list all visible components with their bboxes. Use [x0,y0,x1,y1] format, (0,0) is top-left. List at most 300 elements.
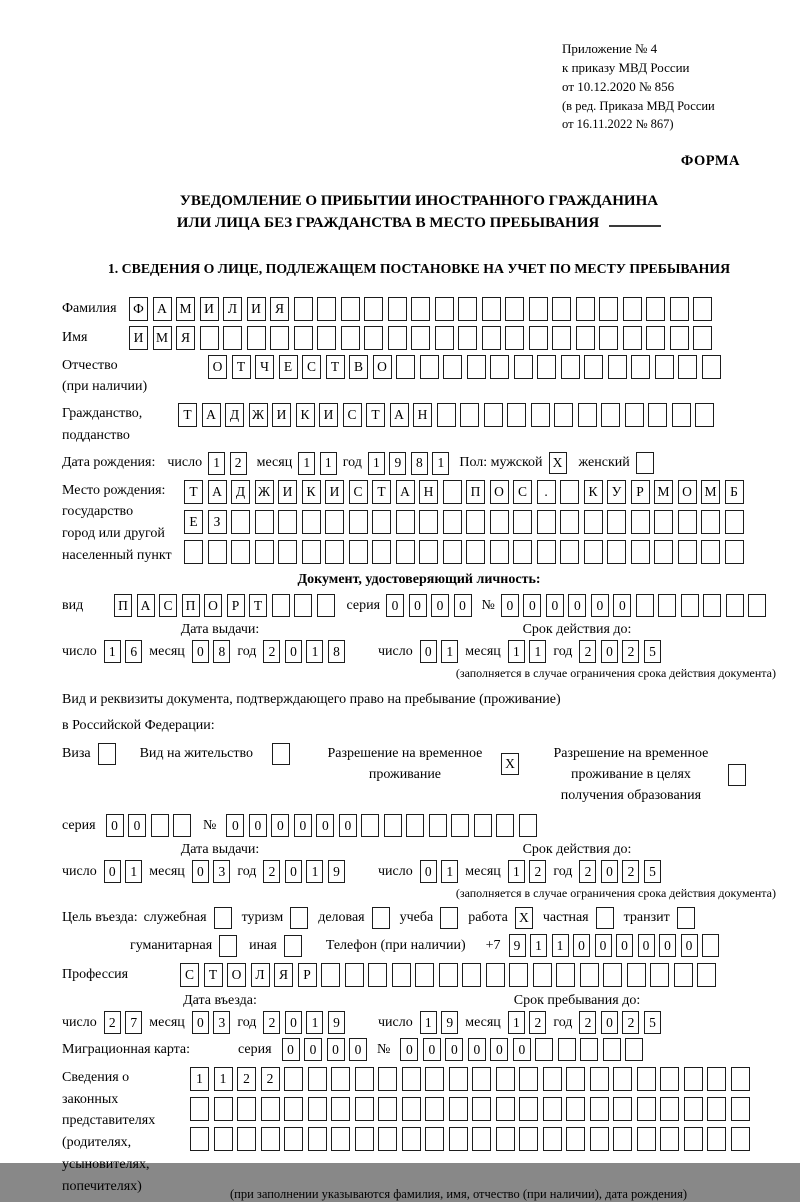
char-cell[interactable]: 0 [327,1038,345,1061]
char-cell[interactable] [231,510,250,534]
char-cell[interactable]: 8 [213,640,230,663]
char-cell[interactable]: И [200,297,219,321]
char-cell[interactable]: А [137,594,155,617]
char-cell[interactable]: 0 [400,1038,418,1061]
char-cell[interactable] [514,355,533,379]
char-cell[interactable]: К [302,480,321,504]
char-cell[interactable] [695,403,714,427]
char-cell[interactable]: И [278,480,297,504]
char-cell[interactable] [443,510,462,534]
char-cell[interactable] [349,540,368,564]
char-cell[interactable] [284,1097,303,1121]
char-cell[interactable]: 1 [441,860,458,883]
char-cell[interactable]: Ж [255,480,274,504]
char-cell[interactable] [552,326,571,350]
char-cell[interactable]: О [204,594,222,617]
char-cell[interactable]: 5 [644,1011,661,1034]
char-cell[interactable] [576,326,595,350]
char-cell[interactable]: Л [251,963,270,987]
char-cell[interactable]: П [466,480,485,504]
char-cell[interactable] [590,1067,609,1091]
char-cell[interactable] [496,814,514,837]
char-cell[interactable]: 2 [230,452,247,475]
char-cell[interactable] [449,1127,468,1151]
char-cell[interactable] [578,403,597,427]
char-cell[interactable]: 0 [638,934,655,957]
char-cell[interactable] [678,355,697,379]
char-cell[interactable]: 0 [349,1038,367,1061]
char-cell[interactable]: М [654,480,673,504]
char-cell[interactable]: Т [204,963,223,987]
char-cell[interactable]: 1 [306,640,323,663]
char-cell[interactable]: 0 [249,814,267,837]
char-cell[interactable] [684,1127,703,1151]
char-cell[interactable] [725,540,744,564]
char-cell[interactable] [425,1127,444,1151]
char-cell[interactable] [731,1067,750,1091]
char-cell[interactable] [697,963,716,987]
char-cell[interactable]: 0 [501,594,519,617]
char-cell[interactable] [590,1097,609,1121]
char-cell[interactable] [637,1127,656,1151]
char-cell[interactable]: 0 [431,594,449,617]
char-cell[interactable]: Т [366,403,385,427]
char-cell[interactable] [449,1067,468,1091]
char-cell[interactable] [384,814,402,837]
char-cell[interactable] [531,403,550,427]
char-cell[interactable] [566,1097,585,1121]
char-cell[interactable]: Н [413,403,432,427]
char-cell[interactable]: 1 [214,1067,233,1091]
char-cell[interactable]: О [678,480,697,504]
char-cell[interactable]: 0 [513,1038,531,1061]
char-cell[interactable] [190,1127,209,1151]
char-cell[interactable]: П [182,594,200,617]
char-cell[interactable] [505,326,524,350]
char-cell[interactable] [529,326,548,350]
char-cell[interactable]: 0 [285,1011,302,1034]
char-cell[interactable] [560,540,579,564]
char-cell[interactable] [378,1097,397,1121]
char-cell[interactable] [443,540,462,564]
char-cell[interactable]: О [373,355,392,379]
char-cell[interactable] [748,594,766,617]
char-cell[interactable]: Н [419,480,438,504]
char-cell[interactable] [625,1038,643,1061]
char-cell[interactable] [261,1127,280,1151]
char-cell[interactable] [658,594,676,617]
char-cell[interactable]: 1 [529,640,546,663]
char-cell[interactable]: 0 [104,860,121,883]
char-cell[interactable]: 0 [573,934,590,957]
sex-male-checkbox[interactable]: X [549,452,567,474]
char-cell[interactable] [341,297,360,321]
char-cell[interactable]: 2 [622,1011,639,1034]
char-cell[interactable]: 0 [659,934,676,957]
char-cell[interactable] [607,510,626,534]
char-cell[interactable] [302,540,321,564]
char-cell[interactable] [214,1097,233,1121]
char-cell[interactable]: 0 [601,1011,618,1034]
char-cell[interactable]: С [343,403,362,427]
char-cell[interactable] [519,1067,538,1091]
char-cell[interactable]: 2 [104,1011,121,1034]
char-cell[interactable]: И [129,326,148,350]
char-cell[interactable] [607,540,626,564]
char-cell[interactable]: 5 [644,640,661,663]
char-cell[interactable]: М [701,480,720,504]
char-cell[interactable]: 1 [508,640,525,663]
char-cell[interactable]: А [390,403,409,427]
purpose-private-checkbox[interactable] [596,907,614,929]
char-cell[interactable] [449,1097,468,1121]
char-cell[interactable]: У [607,480,626,504]
char-cell[interactable] [601,403,620,427]
char-cell[interactable] [467,355,486,379]
char-cell[interactable] [331,1097,350,1121]
char-cell[interactable] [325,510,344,534]
char-cell[interactable]: С [159,594,177,617]
char-cell[interactable] [472,1127,491,1151]
char-cell[interactable] [505,297,524,321]
char-cell[interactable]: М [176,297,195,321]
char-cell[interactable]: Т [326,355,345,379]
char-cell[interactable]: Е [184,510,203,534]
char-cell[interactable]: 1 [368,452,385,475]
char-cell[interactable] [302,510,321,534]
char-cell[interactable] [364,326,383,350]
char-cell[interactable] [331,1127,350,1151]
char-cell[interactable] [388,297,407,321]
char-cell[interactable] [519,1127,538,1151]
purpose-study-checkbox[interactable] [440,907,458,929]
char-cell[interactable]: А [396,480,415,504]
char-cell[interactable]: 1 [306,1011,323,1034]
char-cell[interactable] [214,1127,233,1151]
char-cell[interactable]: 0 [106,814,124,837]
char-cell[interactable] [519,814,537,837]
char-cell[interactable] [364,297,383,321]
char-cell[interactable]: М [153,326,172,350]
char-cell[interactable] [655,355,674,379]
char-cell[interactable]: Я [274,963,293,987]
visa-checkbox[interactable] [98,743,116,765]
char-cell[interactable] [484,403,503,427]
char-cell[interactable] [223,326,242,350]
char-cell[interactable] [660,1127,679,1151]
char-cell[interactable]: 0 [192,1011,209,1034]
char-cell[interactable] [672,403,691,427]
char-cell[interactable] [566,1127,585,1151]
residence-permit-checkbox[interactable] [272,743,290,765]
char-cell[interactable] [458,326,477,350]
char-cell[interactable]: 0 [595,934,612,957]
char-cell[interactable] [284,1127,303,1151]
char-cell[interactable] [372,510,391,534]
char-cell[interactable] [554,403,573,427]
char-cell[interactable]: О [490,480,509,504]
char-cell[interactable] [561,355,580,379]
char-cell[interactable] [674,963,693,987]
char-cell[interactable]: 0 [316,814,334,837]
char-cell[interactable]: Ф [129,297,148,321]
char-cell[interactable] [543,1127,562,1151]
char-cell[interactable]: 2 [263,1011,280,1034]
char-cell[interactable] [411,326,430,350]
char-cell[interactable]: Л [223,297,242,321]
char-cell[interactable]: 0 [523,594,541,617]
char-cell[interactable]: О [208,355,227,379]
char-cell[interactable]: 0 [192,860,209,883]
char-cell[interactable] [731,1127,750,1151]
char-cell[interactable] [237,1097,256,1121]
char-cell[interactable]: 3 [213,1011,230,1034]
purpose-official-checkbox[interactable] [214,907,232,929]
char-cell[interactable] [425,1067,444,1091]
char-cell[interactable] [693,326,712,350]
char-cell[interactable] [623,297,642,321]
char-cell[interactable] [462,963,481,987]
char-cell[interactable]: 0 [454,594,472,617]
char-cell[interactable] [519,1097,538,1121]
char-cell[interactable] [474,814,492,837]
char-cell[interactable]: Д [231,480,250,504]
char-cell[interactable]: 1 [306,860,323,883]
char-cell[interactable] [496,1127,515,1151]
char-cell[interactable]: П [114,594,132,617]
char-cell[interactable] [678,540,697,564]
char-cell[interactable] [646,297,665,321]
char-cell[interactable] [496,1097,515,1121]
char-cell[interactable] [702,934,719,957]
char-cell[interactable] [627,963,646,987]
char-cell[interactable]: Б [725,480,744,504]
char-cell[interactable] [684,1067,703,1091]
char-cell[interactable] [623,326,642,350]
char-cell[interactable] [537,540,556,564]
char-cell[interactable]: 1 [320,452,337,475]
char-cell[interactable] [535,1038,553,1061]
char-cell[interactable]: 1 [208,452,225,475]
purpose-tourism-checkbox[interactable] [290,907,308,929]
purpose-transit-checkbox[interactable] [677,907,695,929]
char-cell[interactable] [466,540,485,564]
char-cell[interactable] [513,540,532,564]
char-cell[interactable] [208,540,227,564]
char-cell[interactable]: . [537,480,556,504]
char-cell[interactable] [294,326,313,350]
char-cell[interactable] [349,510,368,534]
char-cell[interactable] [566,1067,585,1091]
char-cell[interactable]: 2 [263,640,280,663]
char-cell[interactable]: И [247,297,266,321]
char-cell[interactable] [355,1127,374,1151]
char-cell[interactable]: 8 [411,452,428,475]
char-cell[interactable]: Я [176,326,195,350]
char-cell[interactable] [231,540,250,564]
char-cell[interactable]: 0 [546,594,564,617]
char-cell[interactable]: 9 [389,452,406,475]
char-cell[interactable]: Т [184,480,203,504]
char-cell[interactable] [278,540,297,564]
char-cell[interactable]: 0 [490,1038,508,1061]
char-cell[interactable] [654,510,673,534]
char-cell[interactable] [496,1067,515,1091]
char-cell[interactable] [184,540,203,564]
char-cell[interactable] [678,510,697,534]
char-cell[interactable] [437,403,456,427]
char-cell[interactable] [402,1127,421,1151]
char-cell[interactable] [681,594,699,617]
char-cell[interactable]: Р [631,480,650,504]
char-cell[interactable]: Т [178,403,197,427]
char-cell[interactable] [702,355,721,379]
char-cell[interactable]: С [513,480,532,504]
char-cell[interactable]: А [208,480,227,504]
char-cell[interactable] [443,355,462,379]
char-cell[interactable]: И [272,403,291,427]
char-cell[interactable] [451,814,469,837]
char-cell[interactable] [429,814,447,837]
purpose-other-checkbox[interactable] [284,935,302,957]
char-cell[interactable] [529,297,548,321]
char-cell[interactable]: 2 [622,860,639,883]
char-cell[interactable]: 0 [409,594,427,617]
char-cell[interactable] [636,594,654,617]
char-cell[interactable]: Ж [249,403,268,427]
char-cell[interactable] [707,1127,726,1151]
char-cell[interactable] [707,1097,726,1121]
char-cell[interactable] [654,540,673,564]
char-cell[interactable] [435,297,454,321]
char-cell[interactable]: 0 [386,594,404,617]
char-cell[interactable]: Т [249,594,267,617]
char-cell[interactable] [625,403,644,427]
char-cell[interactable]: 1 [190,1067,209,1091]
char-cell[interactable] [415,963,434,987]
char-cell[interactable] [543,1067,562,1091]
char-cell[interactable] [486,963,505,987]
char-cell[interactable] [560,510,579,534]
char-cell[interactable] [255,510,274,534]
char-cell[interactable] [509,963,528,987]
char-cell[interactable] [707,1067,726,1091]
char-cell[interactable]: 6 [125,640,142,663]
char-cell[interactable] [443,480,462,504]
char-cell[interactable] [599,297,618,321]
char-cell[interactable] [693,297,712,321]
char-cell[interactable] [420,355,439,379]
char-cell[interactable]: С [180,963,199,987]
purpose-humanitarian-checkbox[interactable] [219,935,237,957]
char-cell[interactable]: 1 [420,1011,437,1034]
char-cell[interactable] [341,326,360,350]
char-cell[interactable] [584,510,603,534]
char-cell[interactable] [684,1097,703,1121]
temp-residence-checkbox[interactable]: X [501,753,519,775]
char-cell[interactable]: Е [279,355,298,379]
char-cell[interactable]: 2 [622,640,639,663]
char-cell[interactable]: 1 [552,934,569,957]
char-cell[interactable] [284,1067,303,1091]
char-cell[interactable]: 9 [328,860,345,883]
char-cell[interactable]: 0 [591,594,609,617]
char-cell[interactable] [321,963,340,987]
char-cell[interactable] [247,326,266,350]
char-cell[interactable]: 8 [328,640,345,663]
char-cell[interactable] [402,1097,421,1121]
char-cell[interactable] [200,326,219,350]
char-cell[interactable] [603,1038,621,1061]
char-cell[interactable]: 2 [261,1067,280,1091]
char-cell[interactable] [613,1097,632,1121]
char-cell[interactable]: 1 [432,452,449,475]
char-cell[interactable]: 0 [282,1038,300,1061]
char-cell[interactable] [151,814,169,837]
char-cell[interactable] [613,1067,632,1091]
char-cell[interactable]: 9 [328,1011,345,1034]
char-cell[interactable]: 9 [441,1011,458,1034]
char-cell[interactable] [255,540,274,564]
char-cell[interactable]: 3 [213,860,230,883]
char-cell[interactable]: 0 [285,640,302,663]
char-cell[interactable]: 2 [237,1067,256,1091]
char-cell[interactable] [725,510,744,534]
char-cell[interactable]: 0 [226,814,244,837]
char-cell[interactable] [308,1127,327,1151]
char-cell[interactable] [701,540,720,564]
char-cell[interactable] [613,1127,632,1151]
char-cell[interactable] [646,326,665,350]
char-cell[interactable] [558,1038,576,1061]
char-cell[interactable]: 1 [104,640,121,663]
char-cell[interactable]: 2 [529,1011,546,1034]
char-cell[interactable] [490,355,509,379]
char-cell[interactable]: 2 [579,860,596,883]
char-cell[interactable] [703,594,721,617]
char-cell[interactable] [603,963,622,987]
temp-residence-education-checkbox[interactable] [728,764,746,786]
char-cell[interactable] [317,297,336,321]
char-cell[interactable] [466,510,485,534]
char-cell[interactable] [560,480,579,504]
char-cell[interactable]: С [302,355,321,379]
char-cell[interactable] [472,1067,491,1091]
char-cell[interactable] [278,510,297,534]
char-cell[interactable]: 0 [285,860,302,883]
char-cell[interactable]: 2 [263,860,280,883]
char-cell[interactable] [608,355,627,379]
char-cell[interactable] [507,403,526,427]
char-cell[interactable] [308,1097,327,1121]
char-cell[interactable]: 0 [423,1038,441,1061]
char-cell[interactable]: И [325,480,344,504]
char-cell[interactable] [533,963,552,987]
char-cell[interactable] [513,510,532,534]
char-cell[interactable]: О [227,963,246,987]
char-cell[interactable] [392,963,411,987]
char-cell[interactable]: 1 [125,860,142,883]
char-cell[interactable] [345,963,364,987]
char-cell[interactable] [261,1097,280,1121]
char-cell[interactable]: Я [270,297,289,321]
char-cell[interactable]: 0 [339,814,357,837]
char-cell[interactable]: 0 [616,934,633,957]
char-cell[interactable]: З [208,510,227,534]
char-cell[interactable] [590,1127,609,1151]
char-cell[interactable] [237,1127,256,1151]
char-cell[interactable] [294,594,312,617]
